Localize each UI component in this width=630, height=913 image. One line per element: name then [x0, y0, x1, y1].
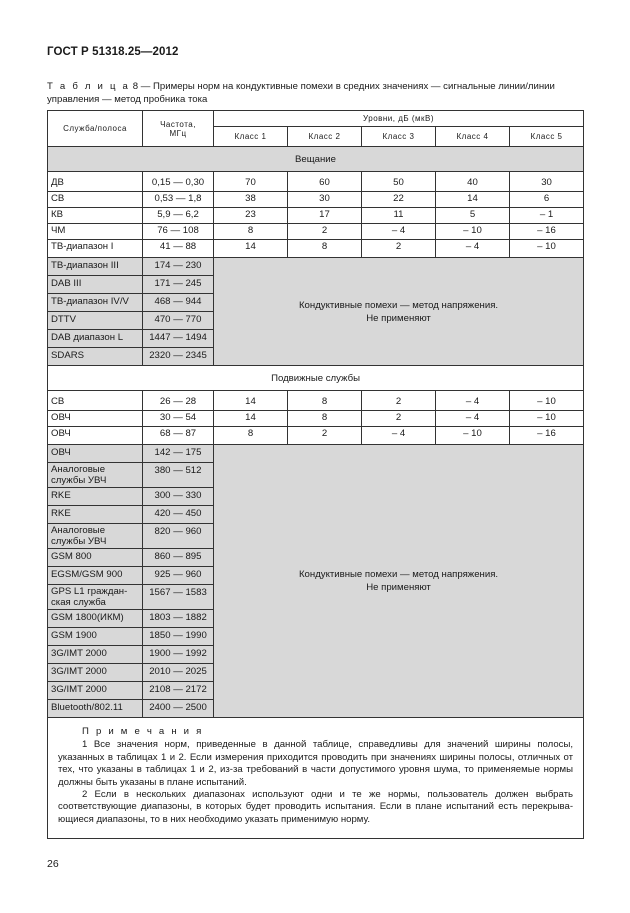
table-row	[48, 208, 584, 224]
frequency-cell: 2400 — 2500	[143, 700, 214, 718]
level-class-2: 30	[288, 192, 362, 208]
level-class-4: – 10	[436, 427, 510, 445]
level-class-4: – 10	[436, 224, 510, 240]
level-class-3: 22	[362, 192, 436, 208]
table-row	[48, 192, 584, 208]
service-cell: GSM 800	[48, 549, 143, 567]
frequency-cell: 820 — 960	[143, 524, 214, 549]
frequency-cell: 1900 — 1992	[143, 646, 214, 664]
not-applicable-note	[214, 258, 584, 366]
service-cell: RKE	[48, 488, 143, 506]
service-cell: DAB III	[48, 276, 143, 294]
not-applicable-line-2: Не применяют	[366, 312, 431, 324]
service-cell: ТВ-диапазон IV/V	[48, 294, 143, 312]
table-caption	[47, 80, 583, 106]
service-cell: Аналоговые службы УВЧ	[48, 524, 143, 549]
table-row	[48, 391, 584, 411]
table-row	[48, 224, 584, 240]
not-applicable-note	[214, 445, 584, 718]
table-row-not-applicable	[48, 258, 584, 276]
service-cell: ЧМ	[48, 224, 143, 240]
service-cell: RKE	[48, 506, 143, 524]
level-class-5: – 10	[510, 240, 584, 258]
header-class-5: Класс 5	[510, 127, 584, 147]
header-frequency: Частота, МГц	[143, 111, 214, 147]
frequency-cell: 470 — 770	[143, 312, 214, 330]
level-class-1: 14	[214, 240, 288, 258]
level-class-5: 6	[510, 192, 584, 208]
service-cell: 3G/IMT 2000	[48, 646, 143, 664]
table-row	[48, 427, 584, 445]
frequency-cell: 380 — 512	[143, 463, 214, 488]
frequency-cell: 1803 — 1882	[143, 610, 214, 628]
level-class-4: 14	[436, 192, 510, 208]
level-class-4: – 4	[436, 240, 510, 258]
level-class-1: 38	[214, 192, 288, 208]
frequency-cell: 30 — 54	[143, 411, 214, 427]
section-broadcast: Вещание	[48, 147, 584, 172]
frequency-cell: 174 — 230	[143, 258, 214, 276]
notes	[48, 718, 584, 839]
not-applicable-line-1: Кондуктивные помехи — метод напряжения.	[298, 299, 499, 311]
frequency-cell: 68 — 87	[143, 427, 214, 445]
frequency-cell: 0,15 — 0,30	[143, 172, 214, 192]
note-2: 2 Если в нескольких диапазонах используют одни и те же нормы, пользователь должен выбрать соответствующие диапазоны, в которых будет проводить испытания. Если в плане испытаний есть перекрыва-ющиеся диапазоны, то в них необходимо указать применимую норму.	[58, 789, 574, 825]
frequency-cell: 2320 — 2345	[143, 348, 214, 366]
level-class-3: 2	[362, 240, 436, 258]
level-class-5: – 16	[510, 224, 584, 240]
service-cell: Bluetooth/802.11	[48, 700, 143, 718]
caption-prefix: Т а б л и ц а	[47, 81, 131, 92]
note-1: 1 Все значения норм, приведенные в данной таблице, справедливы для значений ширины полосы, указанных в таблицах 1 и 2. Если измерения приходится проводить при значениях ширины полосы, отличных от тех, что указаны в таблицах 1 и 2, из-за требований в части допустимого уровня шума, то применяемые нормы должны быть указаны в плане испытаний.	[58, 739, 574, 788]
frequency-cell: 1447 — 1494	[143, 330, 214, 348]
service-cell: ТВ-диапазон III	[48, 258, 143, 276]
service-cell: ОВЧ	[48, 427, 143, 445]
level-class-2: 2	[288, 427, 362, 445]
level-class-3: 50	[362, 172, 436, 192]
service-cell: Аналоговые службы УВЧ	[48, 463, 143, 488]
level-class-3: 11	[362, 208, 436, 224]
frequency-cell: 468 — 944	[143, 294, 214, 312]
level-class-5: 30	[510, 172, 584, 192]
service-cell: 3G/IMT 2000	[48, 682, 143, 700]
service-cell: ТВ-диапазон I	[48, 240, 143, 258]
level-class-1: 14	[214, 411, 288, 427]
level-class-4: 40	[436, 172, 510, 192]
table-row	[48, 172, 584, 192]
notes-title: П р и м е ч а н и я	[82, 726, 204, 737]
frequency-cell: 1567 — 1583	[143, 585, 214, 610]
frequency-cell: 300 — 330	[143, 488, 214, 506]
level-class-1: 14	[214, 391, 288, 411]
level-class-2: 2	[288, 224, 362, 240]
service-cell: КВ	[48, 208, 143, 224]
service-cell: GSM 1900	[48, 628, 143, 646]
level-class-2: 60	[288, 172, 362, 192]
header-class-3: Класс 3	[362, 127, 436, 147]
service-cell: GPS L1 граждан-ская служба	[48, 585, 143, 610]
level-class-2: 17	[288, 208, 362, 224]
section-mobile: Подвижные службы	[48, 366, 584, 391]
header-service: Служба/полоса	[48, 111, 143, 147]
service-cell: ОВЧ	[48, 411, 143, 427]
not-applicable-line-1: Кондуктивные помехи — метод напряжения.	[298, 569, 499, 580]
level-class-1: 23	[214, 208, 288, 224]
level-class-5: – 1	[510, 208, 584, 224]
level-class-1: 70	[214, 172, 288, 192]
frequency-cell: 420 — 450	[143, 506, 214, 524]
table-row	[48, 411, 584, 427]
frequency-cell: 26 — 28	[143, 391, 214, 411]
table-row	[48, 240, 584, 258]
service-cell: DTTV	[48, 312, 143, 330]
document-header: ГОСТ Р 51318.25—2012	[47, 46, 179, 58]
header-levels: Уровни, дБ (мкВ)	[214, 111, 584, 127]
frequency-cell: 2108 — 2172	[143, 682, 214, 700]
level-class-2: 8	[288, 391, 362, 411]
frequency-cell: 41 — 88	[143, 240, 214, 258]
frequency-cell: 76 — 108	[143, 224, 214, 240]
service-cell: DAB диапазон L	[48, 330, 143, 348]
service-cell: ДВ	[48, 172, 143, 192]
level-class-2: 8	[288, 411, 362, 427]
header-class-1: Класс 1	[214, 127, 288, 147]
level-class-3: 2	[362, 391, 436, 411]
service-cell: СВ	[48, 192, 143, 208]
service-cell: EGSM/GSM 900	[48, 567, 143, 585]
level-class-1: 8	[214, 224, 288, 240]
level-class-3: – 4	[362, 224, 436, 240]
table-row-not-applicable	[48, 445, 584, 463]
frequency-cell: 2010 — 2025	[143, 664, 214, 682]
level-class-3: – 4	[362, 427, 436, 445]
service-cell: SDARS	[48, 348, 143, 366]
service-cell: GSM 1800(ИКМ)	[48, 610, 143, 628]
header-class-2: Класс 2	[288, 127, 362, 147]
page-number: 26	[47, 858, 59, 870]
frequency-cell: 142 — 175	[143, 445, 214, 463]
frequency-cell: 925 — 960	[143, 567, 214, 585]
level-class-4: 5	[436, 208, 510, 224]
frequency-cell: 171 — 245	[143, 276, 214, 294]
level-class-2: 8	[288, 240, 362, 258]
service-cell: СВ	[48, 391, 143, 411]
frequency-cell: 0,53 — 1,8	[143, 192, 214, 208]
header-class-4: Класс 4	[436, 127, 510, 147]
level-class-5: – 10	[510, 391, 584, 411]
caption-text: 8 — Примеры норм на кондуктивные помехи в средних значениях — сигнальные линии/линии управления — метод пробника тока	[47, 81, 555, 105]
frequency-cell: 5,9 — 6,2	[143, 208, 214, 224]
service-cell: ОВЧ	[48, 445, 143, 463]
level-class-5: – 16	[510, 427, 584, 445]
level-class-4: – 4	[436, 411, 510, 427]
not-applicable-line-2: Не применяют	[366, 582, 431, 593]
frequency-cell: 1850 — 1990	[143, 628, 214, 646]
service-cell: 3G/IMT 2000	[48, 664, 143, 682]
level-class-1: 8	[214, 427, 288, 445]
norms-table	[47, 110, 584, 839]
frequency-cell: 860 — 895	[143, 549, 214, 567]
level-class-3: 2	[362, 411, 436, 427]
level-class-4: – 4	[436, 391, 510, 411]
level-class-5: – 10	[510, 411, 584, 427]
